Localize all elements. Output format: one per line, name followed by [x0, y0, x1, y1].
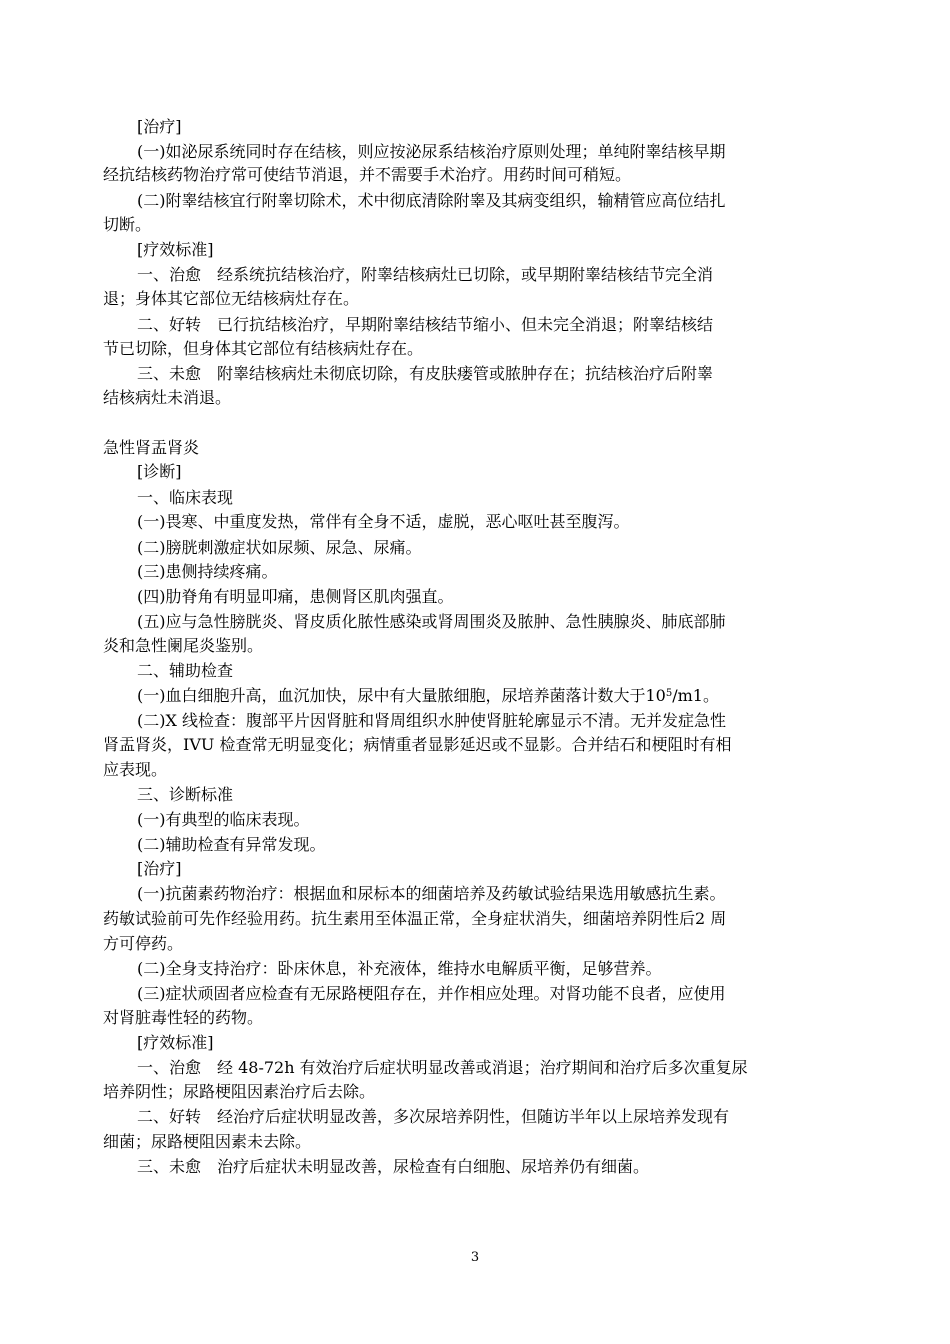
paragraph-line: (一)有典型的临床表现。 [137, 810, 310, 829]
paragraph-line: 方可停药。 [103, 934, 184, 953]
paragraph-line: 肾盂肾炎，IVU 检查常无明显变化；病情重者显影延迟或不显影。合并结石和梗阻时有相 [103, 735, 732, 754]
paragraph-line: 节已切除，但身体其它部位有结核病灶存在。 [103, 339, 424, 358]
paragraph-line: 结核病灶未消退。 [103, 388, 232, 407]
paragraph-line: 经抗结核药物治疗常可使结节消退，并不需要手术治疗。用药时间可稍短。 [103, 165, 632, 184]
text-run: /m1。 [672, 686, 719, 705]
paragraph-line: (三)患侧持续疼痛。 [137, 562, 278, 581]
paragraph-line: (一)抗菌素药物治疗：根据血和尿标本的细菌培养及药敏试验结果选用敏感抗生素。 [137, 884, 726, 903]
paragraph-line: 炎和急性阑尾炎鉴别。 [103, 636, 264, 655]
paragraph-line: (一)畏寒、中重度发热，常伴有全身不适，虚脱，恶心呕吐甚至腹泻。 [137, 512, 630, 531]
paragraph-line: 一、治愈 经 48-72h 有效治疗后症状明显改善或消退；治疗期间和治疗后多次重复尿 [137, 1058, 748, 1077]
text-run: (一)血白细胞升高，血沉加快，尿中有大量脓细胞，尿培养菌落计数大于10 [137, 686, 666, 705]
paragraph-line: 培养阴性；尿路梗阻因素治疗后去除。 [103, 1082, 376, 1101]
subsection-heading: 一、临床表现 [137, 488, 234, 507]
paragraph-line: 二、好转 已行抗结核治疗，早期附睾结核结节缩小、但未完全消退；附睾结核结 [137, 315, 714, 334]
section-heading: [治疗] [137, 859, 182, 878]
paragraph-line: 细菌；尿路梗阻因素未去除。 [103, 1132, 312, 1151]
section-heading: [治疗] [137, 117, 182, 136]
paragraph-line: 对肾脏毒性轻的药物。 [103, 1008, 264, 1027]
paragraph-line: (二)X 线检查：腹部平片因肾脏和肾周组织水肿使肾脏轮廓显示不清。无并发症急性 [137, 711, 726, 730]
paragraph-line: (二)附睾结核宜行附睾切除术，术中彻底清除附睾及其病变组织，输精管应高位结扎 [137, 191, 726, 210]
paragraph-line: 退；身体其它部位无结核病灶存在。 [103, 289, 360, 308]
paragraph-line: 二、好转 经治疗后症状明显改善，多次尿培养阴性，但随访半年以上尿培养发现有 [137, 1107, 730, 1126]
paragraph-line: (二)辅助检查有异常发现。 [137, 835, 326, 854]
paragraph-line: (二)膀胱刺激症状如尿频、尿急、尿痛。 [137, 538, 422, 557]
paragraph-line: 一、治愈 经系统抗结核治疗，附睾结核病灶已切除，或早期附睾结核结节完全消 [137, 265, 714, 284]
paragraph-line: (三)症状顽固者应检查有无尿路梗阻存在，并作相应处理。对肾功能不良者，应使用 [137, 984, 726, 1003]
section-heading: [诊断] [137, 462, 182, 481]
superscript-exponent: 5 [665, 688, 673, 699]
paragraph-line: 应表现。 [103, 760, 168, 779]
disease-title: 急性肾盂肾炎 [103, 438, 200, 457]
page-number: 3 [470, 1250, 480, 1265]
section-heading: [疗效标准] [137, 240, 214, 259]
paragraph-line: 切断。 [103, 215, 152, 234]
subsection-heading: 三、诊断标准 [137, 785, 234, 804]
paragraph-line: (四)肋脊角有明显叩痛，患侧肾区肌肉强直。 [137, 587, 454, 606]
section-heading: [疗效标准] [137, 1033, 214, 1052]
paragraph-line: 药敏试验前可先作经验用药。抗生素用至体温正常，全身症状消失，细菌培养阴性后2 周 [103, 909, 727, 928]
paragraph-line: 三、未愈 附睾结核病灶未彻底切除，有皮肤瘘管或脓肿存在；抗结核治疗后附睾 [137, 364, 714, 383]
paragraph-line: (二)全身支持治疗：卧床休息，补充液体，维持水电解质平衡，足够营养。 [137, 959, 662, 978]
paragraph-line [137, 686, 719, 706]
paragraph-line: 三、未愈 治疗后症状未明显改善，尿检查有白细胞、尿培养仍有细菌。 [137, 1157, 650, 1176]
paragraph-line: (五)应与急性膀胱炎、肾皮质化脓性感染或肾周围炎及脓肿、急性胰腺炎、肺底部肺 [137, 612, 726, 631]
paragraph-line: (一)如泌尿系统同时存在结核，则应按泌尿系结核治疗原则处理；单纯附睾结核早期 [137, 142, 726, 161]
subsection-heading: 二、辅助检查 [137, 661, 234, 680]
